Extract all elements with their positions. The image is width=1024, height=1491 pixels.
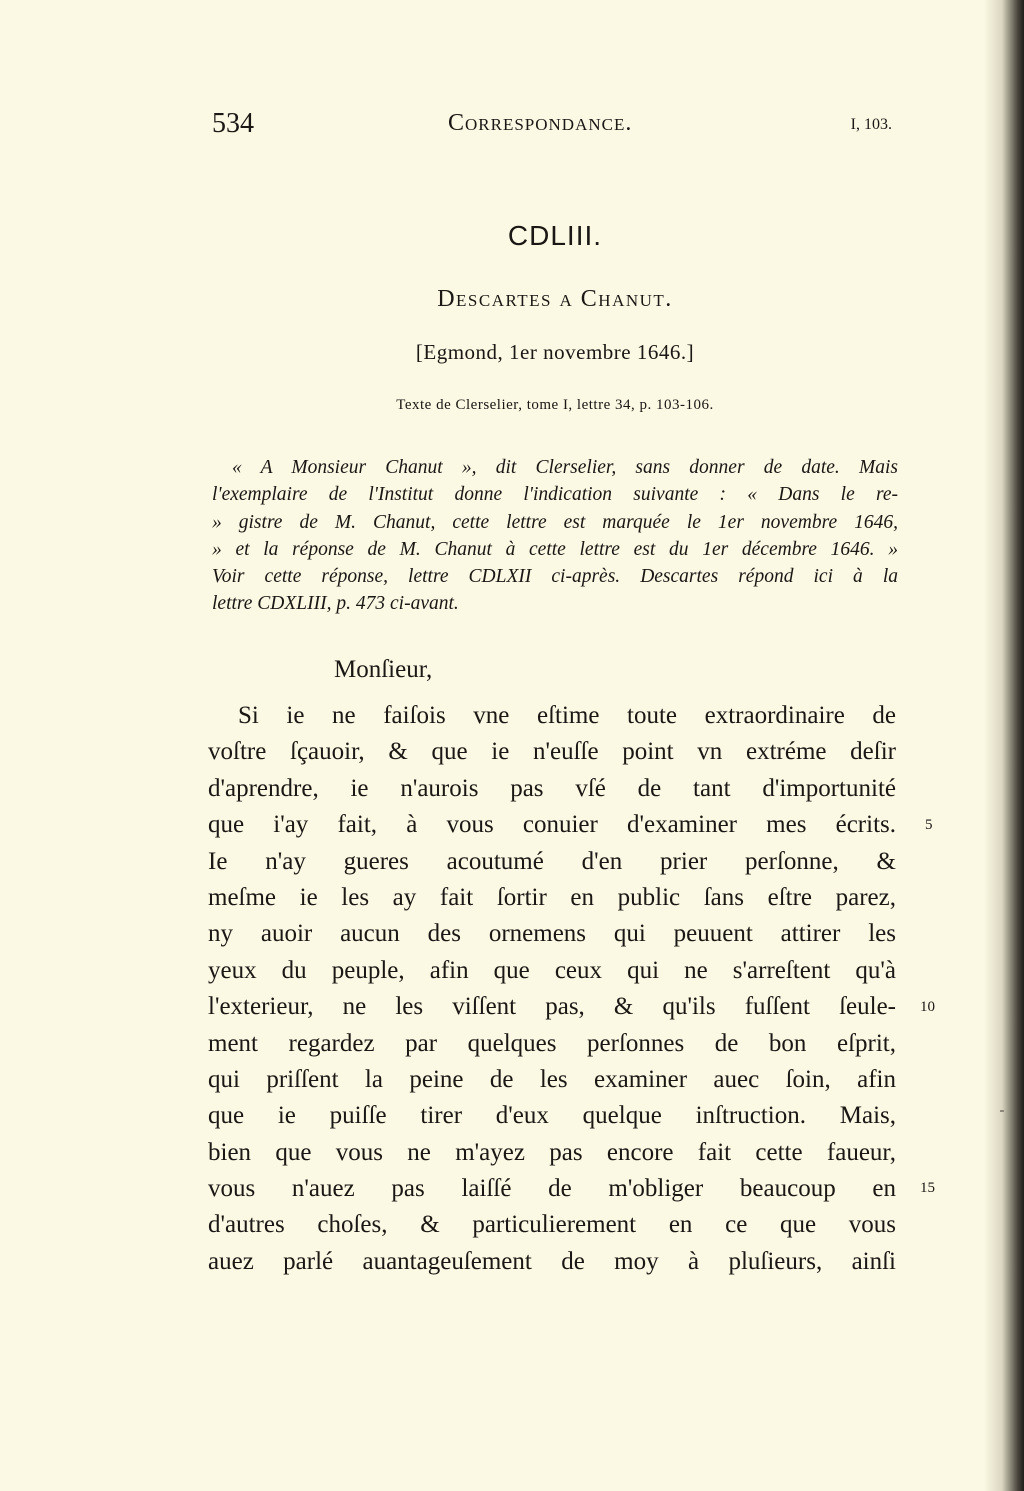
letter-date: [Egmond, 1er novembre 1646.]	[415, 340, 695, 364]
note-line: l'exemplaire de l'Institut donne l'indication suivante : « Dans le re-	[212, 484, 898, 506]
reference-number: I, 103.	[850, 116, 892, 133]
body-line: que ie puiſſe tirer d'eux quelque inſtruction. Mais,	[208, 1102, 896, 1130]
body-line: d'aprendre, ie n'aurois pas vſé de tant d'importunité	[208, 774, 896, 802]
body-line: Ie n'ay gueres acoutumé d'en prier perſonne, &	[208, 847, 896, 875]
body-line: auez parlé auantageuſement de moy à pluſieurs, ainſi	[208, 1247, 896, 1275]
note-line: lettre CDXLIII, p. 473 ci-avant.	[212, 593, 459, 615]
body-line: Si ie ne faiſois vne eſtime toute extraordinaire de	[238, 702, 896, 729]
body-line: qui priſſent la peine de les examiner auec ſoin, afin	[208, 1065, 896, 1093]
note-line: » gistre de M. Chanut, cette lettre est marquée le 1er novembre 1646,	[212, 511, 898, 533]
page-speck	[1000, 1110, 1004, 1112]
body-line: ment regardez par quelques perſonnes de bon eſprit,	[208, 1029, 896, 1057]
editorial-note	[212, 454, 898, 618]
note-line: Voir cette réponse, lettre CDLXII ci-après. Descartes répond ici à la	[212, 566, 898, 588]
body-line: l'exterieur, ne les viſſent pas, & qu'ils fuſſent ſeule-	[208, 993, 896, 1021]
line-number: 15	[920, 1180, 935, 1196]
note-line: » et la réponse de M. Chanut à cette lettre est du 1er décembre 1646. »	[212, 538, 898, 560]
body-line: vous n'auez pas laiſſé de m'obliger beaucoup en	[208, 1175, 896, 1203]
body-line: d'autres choſes, & particulierement en ce que vous	[208, 1211, 896, 1239]
letter-number: CDLIII.	[507, 220, 603, 251]
note-line: « A Monsieur Chanut », dit Clerselier, sans donner de date. Mais	[232, 457, 898, 478]
body-line: ny auoir aucun des ornemens qui peuuent attirer les	[208, 920, 896, 948]
running-head	[212, 108, 892, 142]
body-line: yeux du peuple, afin que ceux qui ne s'arreſtent qu'à	[208, 956, 896, 984]
salutation: Monſieur,	[334, 656, 433, 683]
page-number: 534	[212, 108, 254, 139]
running-title: Correspondance.	[448, 110, 633, 136]
line-number: 10	[920, 999, 935, 1015]
line-number: 5	[925, 817, 933, 833]
body-line: meſme ie les ay fait ſortir en public ſans eſtre parez,	[208, 883, 896, 911]
letter-heading: Descartes a Chanut.	[437, 286, 673, 312]
source-citation: Texte de Clerselier, tome I, lettre 34, p. 103-106.	[396, 397, 714, 413]
body-line: bien que vous ne m'ayez pas encore fait cette faueur,	[208, 1138, 896, 1166]
body-line: voſtre ſçauoir, & que ie n'euſſe point vn extréme deſir	[208, 738, 896, 766]
body-line: que i'ay fait, à vous conuier d'examiner mes écrits.	[208, 811, 896, 839]
letter-body	[208, 698, 896, 1280]
